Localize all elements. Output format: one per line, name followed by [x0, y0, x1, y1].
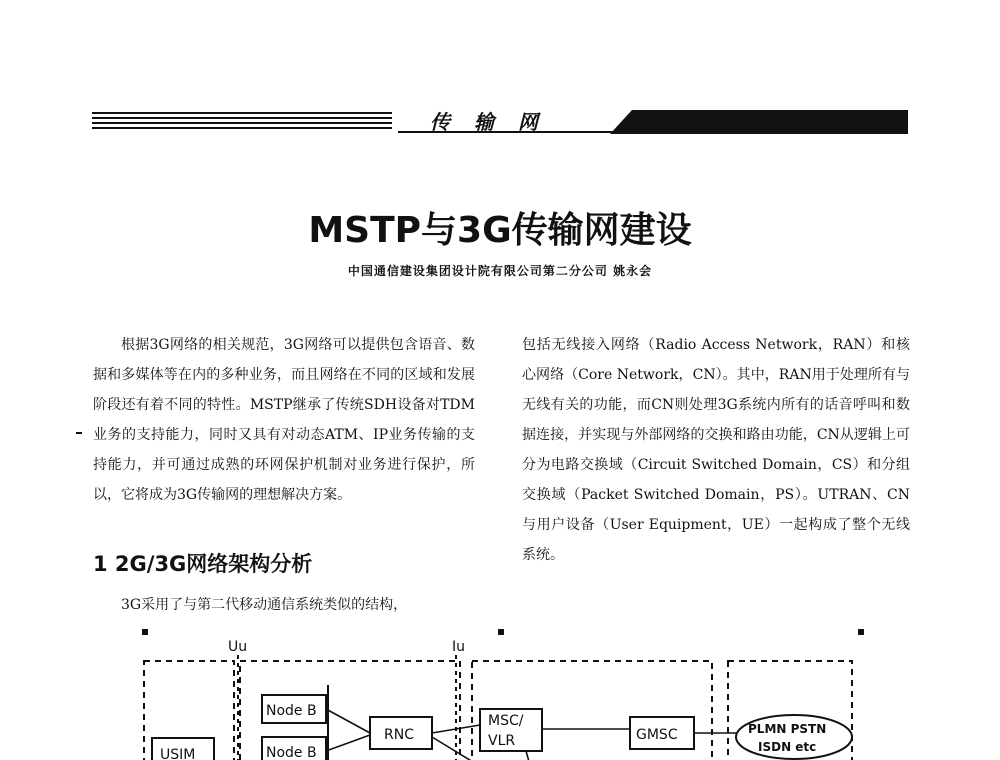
external-network-label-line1: PLMN PSTN	[748, 722, 827, 736]
corner-mark	[142, 629, 148, 635]
usim-label: USIM	[160, 747, 196, 760]
article-title: MSTP与3G传输网建设	[308, 210, 692, 251]
margin-mark	[76, 432, 82, 434]
section-label: 传输网	[430, 110, 562, 134]
corner-mark	[858, 629, 864, 635]
section-heading: 1 2G/3G网络架构分析	[93, 552, 313, 576]
msc-vlr-label-line1: MSC/	[488, 713, 524, 729]
interface-iu-label: Iu	[452, 639, 466, 655]
node-b-label: Node B	[266, 703, 317, 719]
external-network-label-line2: ISDN etc	[758, 740, 817, 754]
left-column	[93, 330, 475, 510]
network-architecture-diagram	[130, 625, 870, 760]
header-rule-lines	[92, 112, 392, 132]
node-b-label: Node B	[266, 745, 317, 760]
section-paragraph: 3G采用了与第二代移动通信系统类似的结构，	[121, 597, 408, 613]
interface-uu-label: Uu	[228, 639, 248, 655]
article-byline: 中国通信建设集团设计院有限公司第二分公司 姚永会	[347, 264, 653, 278]
right-paragraph: 包括无线接入网络（Radio Access Network，RAN）和核心网络（Core Network，CN）。其中，RAN用于处理所有与无线有关的功能，而CN则处理3G系统内所有的话音呼叫和数据连接，并实现与外部网络的交换和路由功能，CN从逻辑上可分为电路交换域（Circuit Switched Domain，CS）和分组交换域（Packet Switched Domain，PS）。UTRAN、CN与用户设备（User Equipment，UE）一起构成了整个无线系统。	[522, 337, 910, 563]
right-column	[522, 330, 910, 570]
header-black-wedge	[610, 110, 908, 134]
msc-vlr-label-line2: VLR	[488, 733, 516, 749]
intro-paragraph: 根据3G网络的相关规范，3G网络可以提供包含语音、数据和多媒体等在内的多种业务，而且网络在不同的区域和发展阶段还有着不同的特性。MSTP继承了传统SDH设备对TDM业务的支持能力，同时又具有对动态ATM、IP业务传输的支持能力，并可通过成熟的环网保护机制对业务进行保护，所以，它将成为3G传输网的理想解决方案。	[93, 337, 475, 503]
rnc-label: RNC	[384, 727, 414, 743]
gmsc-label: GMSC	[636, 727, 678, 743]
corner-mark	[498, 629, 504, 635]
